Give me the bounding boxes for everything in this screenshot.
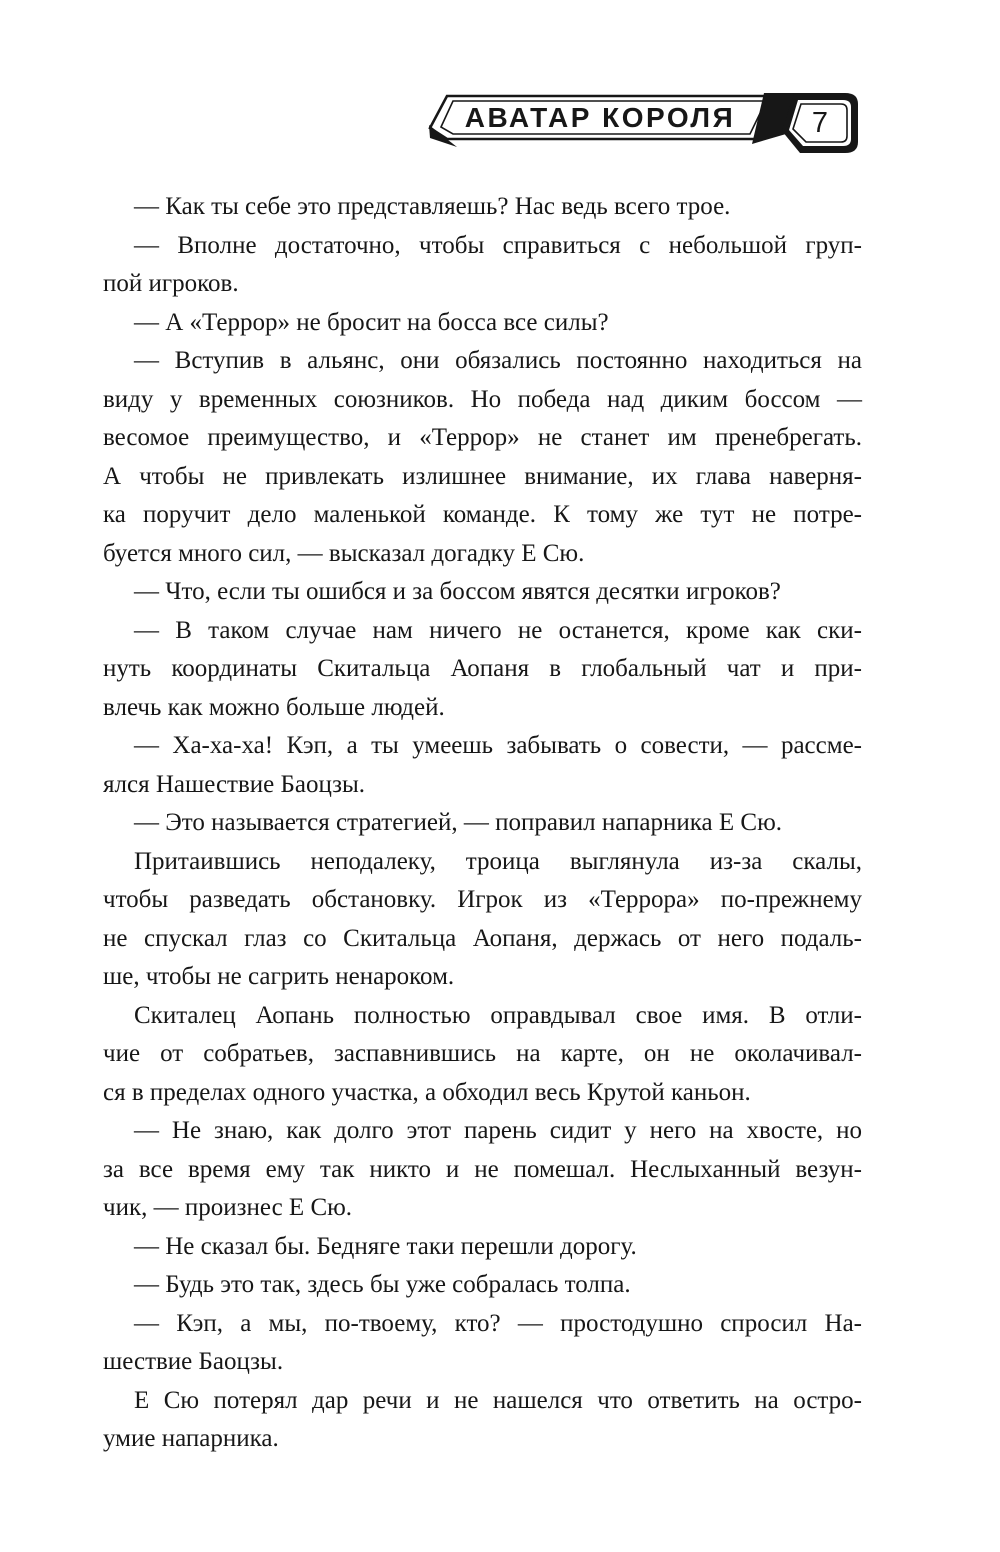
text-line: — Будь это так, здесь бы уже собралась толпа. [134, 1271, 631, 1298]
text-line: чие от собратьев, заспавнившись на карте, он не околачивал- [103, 1040, 862, 1067]
text-line: ся в пределах одного участка, а обходил весь Крутой каньон. [103, 1078, 751, 1106]
text-line: — А «Террор» не бросит на босса все силы? [134, 308, 609, 336]
text-line: ка поручит дело маленькой команде. К тому же тут не потре- [103, 501, 862, 528]
text-line: виду у временных союзников. Но победа над диким боссом — [103, 385, 862, 413]
text-line: Е Сю потерял дар речи и не нашелся что ответить на остро- [134, 1386, 862, 1414]
text-line: буется много сил, — высказал догадку Е Сю. [103, 539, 585, 567]
page-number: 7 [811, 106, 829, 139]
text-line: умие напарника. [103, 1425, 279, 1452]
text-line: чтобы разведать обстановку. Игрок из «Террора» по-прежнему [103, 886, 862, 913]
text-line: — Как ты себе это представляешь? Нас ведь всего трое. [134, 193, 731, 220]
text-line: нуть координаты Скитальца Аопаня в глобальный чат и при- [103, 655, 862, 682]
text-line: за все время ему так никто и не помешал. Неслыханный везун- [103, 1155, 862, 1183]
series-title: АВАТАР КОРОЛЯ [464, 102, 736, 133]
text-line: ялся Нашествие Баоцзы. [103, 770, 366, 798]
text-line: Притаившись неподалеку, троица выглянула из-за скалы, [134, 847, 862, 875]
text-line: — Ха-ха-ха! Кэп, а ты умеешь забывать о совести, — рассме- [134, 732, 862, 759]
text-line: шествие Баоцзы. [103, 1348, 284, 1375]
text-line: — В таком случае нам ничего не останется, кроме как ски- [134, 616, 862, 644]
page-header [0, 0, 1000, 170]
text-block [103, 188, 862, 1459]
text-line: чик, — произнес Е Сю. [103, 1194, 353, 1221]
text-line: ше, чтобы не сагрить ненароком. [103, 963, 455, 990]
text-line: — Что, если ты ошибся и за боссом явятся десятки игроков? [134, 578, 781, 605]
text-line: А чтобы не привлекать излишнее внимание, их глава наверня- [103, 462, 862, 490]
text-line: — Не сказал бы. Бедняге таки перешли дорогу. [134, 1232, 637, 1260]
text-line: — Не знаю, как долго этот парень сидит у него на хвосте, но [134, 1117, 862, 1144]
text-line: — Это называется стратегией, — поправил напарника Е Сю. [134, 809, 783, 836]
text-line: Скиталец Аопань полностью оправдывал свое имя. В отли- [134, 1001, 862, 1029]
text-line: влечь как можно больше людей. [103, 693, 445, 721]
text-line: весомое преимущество, и «Террор» не станет им пренебрегать. [103, 424, 862, 451]
text-line: — Вступив в альянс, они обязались постоянно находиться на [134, 347, 862, 374]
text-line: не спускал глаз со Скитальца Аопаня, держась от него подаль- [103, 924, 862, 952]
text-line: — Вполне достаточно, чтобы справиться с небольшой груп- [134, 231, 862, 259]
text-line: — Кэп, а мы, по-твоему, кто? — простодушно спросил На- [134, 1309, 862, 1337]
text-line: пой игроков. [103, 270, 239, 297]
